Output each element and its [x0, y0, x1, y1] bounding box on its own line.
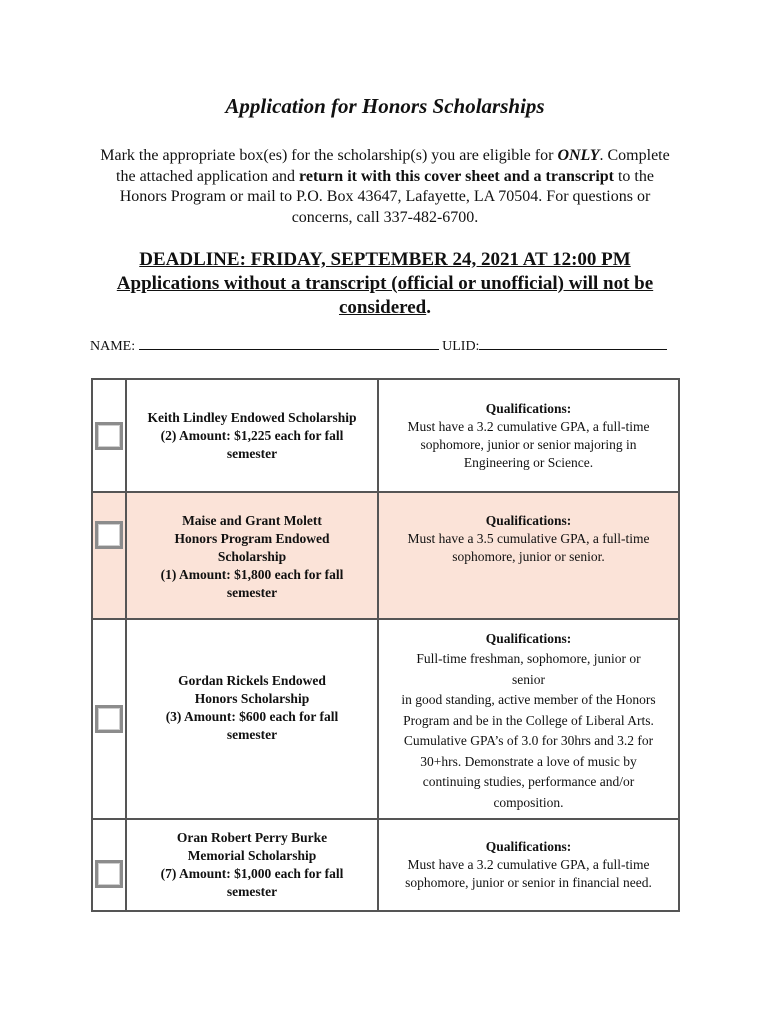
- scholarship-name: Maise and Grant Molett Honors Program Endowed Scholarship (1) Amount: $1,800 each for fall semester: [126, 492, 378, 619]
- scholarship-name: Oran Robert Perry Burke Memorial Scholarship (7) Amount: $1,000 each for fall semester: [126, 819, 378, 911]
- scholarship-table: [91, 378, 680, 912]
- scholarship-name: Keith Lindley Endowed Scholarship (2) Amount: $1,225 each for fall semester: [126, 379, 378, 492]
- scholarship-row: [92, 819, 679, 911]
- ulid-label: ULID:: [442, 339, 480, 354]
- applicant-info-row: [90, 338, 690, 355]
- instructions: Mark the appropriate box(es) for the scholarship(s) you are eligible for ONLY. Complete the attached application and return it with this cover sheet and a transcript to the Honors Program or mail to P.O. Box 43647, Lafayette, LA 70504. For questions or concerns, call 337-482-6700.: [100, 147, 670, 226]
- deadline-notice: [80, 248, 690, 320]
- scholarship-name: Gordan Rickels Endowed Honors Scholarship (3) Amount: $600 each for fall semester: [126, 619, 378, 819]
- scholarship-checkbox[interactable]: [95, 521, 123, 549]
- deadline-date: DEADLINE: FRIDAY, SEPTEMBER 24, 2021 AT 12:00 PM: [139, 249, 631, 270]
- page-title: Application for Honors Scholarships: [225, 94, 545, 118]
- ulid-field[interactable]: [479, 338, 667, 350]
- name-label: NAME:: [90, 339, 136, 354]
- scholarship-checkbox[interactable]: [95, 422, 123, 450]
- scholarship-row: [92, 492, 679, 619]
- scholarship-row: [92, 619, 679, 819]
- scholarship-qualifications: Qualifications: Must have a 3.5 cumulative GPA, a full-time sophomore, junior or senior.: [378, 492, 679, 619]
- transcript-warning: Applications without a transcript (official or unofficial) will not be considered.: [116, 273, 654, 318]
- scholarship-row: [92, 379, 679, 492]
- scholarship-qualifications: Qualifications: Must have a 3.2 cumulative GPA, a full-time sophomore, junior or senior in financial need.: [378, 819, 679, 911]
- scholarship-qualifications: Qualifications: Must have a 3.2 cumulative GPA, a full-time sophomore, junior or senior majoring in Engineering or Science.: [378, 379, 679, 492]
- scholarship-qualifications: Qualifications: Full-time freshman, sophomore, junior or senior in good standing, active member of the Honors Program and be in the College of Liberal Arts. Cumulative GPA’s of 3.0 for 30hrs and 3.2 for 30+hrs. Demonstrate a love of music by continuing studies, performance and/or composition.: [378, 619, 679, 819]
- name-field[interactable]: [139, 338, 439, 350]
- scholarship-checkbox[interactable]: [95, 860, 123, 888]
- scholarship-checkbox[interactable]: [95, 705, 123, 733]
